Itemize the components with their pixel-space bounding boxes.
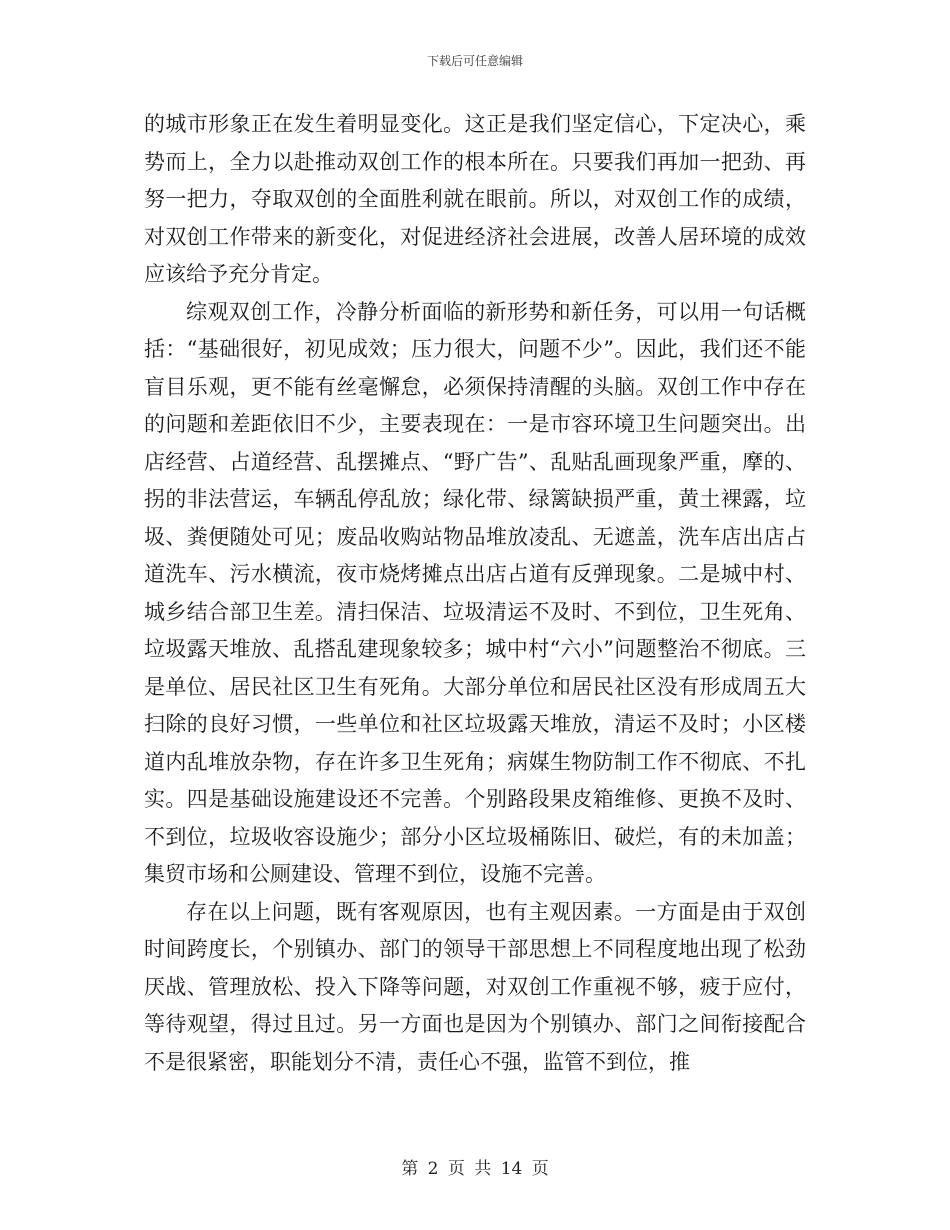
paragraph-3: 存在以上问题，既有客观原因，也有主观因素。一方面是由于双创时间跨度长，个别镇办、部门的领导干部思想上不同程度地出现了松劲厌战、管理放松、投入下降等问题，对双创工作重视不够，疲于应付，等待观望，得过且过。另一方面也是因为个别镇办、部门之间衔接配合不是很紧密，职能划分不清，责任心不强，监管不到位，推	[144, 899, 806, 1074]
page-header: 下载后可任意编辑	[426, 54, 523, 68]
paragraph-2: 综观双创工作，冷静分析面临的新形势和新任务，可以用一句话概括：“基础很好，初见成效；压力很大，问题不少”。因此，我们还不能盲目乐观，更不能有丝毫懈怠，必须保持清醒的头脑。双创工作中存在的问题和差距依旧不少，主要表现在：一是市容环境卫生问题突出。出店经营、占道经营、乱摆摊点、“野广告”、乱贴乱画现象严重，摩的、拐的非法营运，车辆乱停乱放；绿化带、绿篱缺损严重，黄土裸露，垃圾、粪便随处可见；废品收购站物品堆放凌乱、无遮盖，洗车店出店占道洗车、污水横流，夜市烧烤摊点出店占道有反弹现象。二是城中村、城乡结合部卫生差。清扫保洁、垃圾清运不及时、不到位，卫生死角、垃圾露天堆放、乱搭乱建现象较多；城中村“六小”问题整治不彻底。三是单位、居民社区卫生有死角。大部分单位和居民社区没有形成周五大扫除的良好习惯，一些单位和社区垃圾露天堆放，清运不及时；小区楼道内乱堆放杂物，存在许多卫生死角；病媒生物防制工作不彻底、不扎实。四是基础设施建设还不完善。个别路段果皮箱维修、更换不及时、不到位，垃圾收容设施少；部分小区垃圾桶陈旧、破烂，有的未加盖；集贸市场和公厕建设、管理不到位，设施不完善。	[144, 299, 806, 886]
paragraph-1: 的城市形象正在发生着明显变化。这正是我们坚定信心，下定决心，乘势而上，全力以赴推动双创工作的根本所在。只要我们再加一把劲、再努一把力，夺取双创的全面胜利就在眼前。所以，对双创工作的成绩，对双创工作带来的新变化，对促进经济社会进展，改善人居环境的成效应该给予充分肯定。	[144, 112, 806, 286]
page-footer: 第 2 页 共 14 页	[401, 1159, 549, 1179]
document-body	[144, 106, 806, 1081]
